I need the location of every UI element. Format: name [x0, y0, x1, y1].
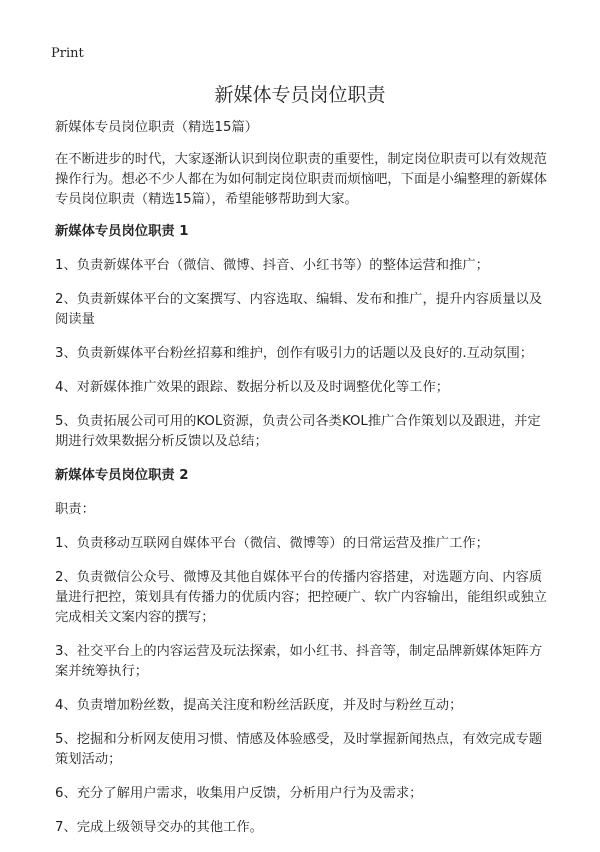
page-title: 新媒体专员岗位职责 — [214, 84, 386, 106]
list-item: 3、负责新媒体平台粉丝招募和维护，创作有吸引力的话题以及良好的.互动氛围； — [55, 346, 534, 361]
list-item: 6、充分了解用户需求，收集用户反馈，分析用户行为及需求； — [55, 786, 423, 801]
list-item: 7、完成上级领导交办的其他工作。 — [55, 820, 263, 835]
section-heading-2: 新媒体专员岗位职责 2 — [55, 468, 189, 483]
list-item: 3、社交平台上的内容运营及玩法探索，如小红书、抖音等，制定品牌新媒体矩阵方案并统筹执行； — [55, 644, 543, 679]
print-link[interactable]: Print — [51, 46, 84, 61]
list-item: 4、负责增加粉丝数，提高关注度和粉丝活跃度，并及时与粉丝互动； — [55, 698, 463, 713]
document-subtitle: 新媒体专员岗位职责（精选15篇） — [55, 120, 259, 135]
list-item: 4、对新媒体推广效果的跟踪、数据分析以及及时调整优化等工作； — [55, 380, 450, 395]
list-item: 5、负责拓展公司可用的KOL资源，负责公司各类KOL推广合作策划以及跟进，并定期进行效果数据分析反馈以及总结； — [55, 414, 541, 449]
section-label: 职责： — [55, 502, 95, 517]
section-heading-1: 新媒体专员岗位职责 1 — [55, 224, 189, 239]
list-item: 2、负责微信公众号、微博及其他自媒体平台的传播内容搭建，对选题方向、内容质量进行把控，策划具有传播力的优质内容；把控硬广、软广内容输出，能组织或独立完成相关文案内容的撰写； — [55, 570, 547, 625]
intro-paragraph: 在不断进步的时代，大家逐渐认识到岗位职责的重要性，制定岗位职责可以有效规范操作行为。想必不少人都在为如何制定岗位职责而烦恼吧，下面是小编整理的新媒体专员岗位职责（精选15篇），希望能够帮助到大家。 — [55, 152, 547, 207]
list-item: 5、挖掘和分析网友使用习惯、情感及体验感受，及时掌握新闻热点，有效完成专题策划活动； — [55, 732, 543, 767]
document-body — [55, 118, 547, 852]
list-item: 2、负责新媒体平台的文案撰写、内容选取、编辑、发布和推广，提升内容质量以及阅读量 — [55, 292, 543, 327]
list-item: 1、负责新媒体平台（微信、微博、抖音、小红书等）的整体运营和推广； — [55, 258, 489, 273]
list-item: 1、负责移动互联网自媒体平台（微信、微博等）的日常运营及推广工作； — [55, 536, 489, 551]
